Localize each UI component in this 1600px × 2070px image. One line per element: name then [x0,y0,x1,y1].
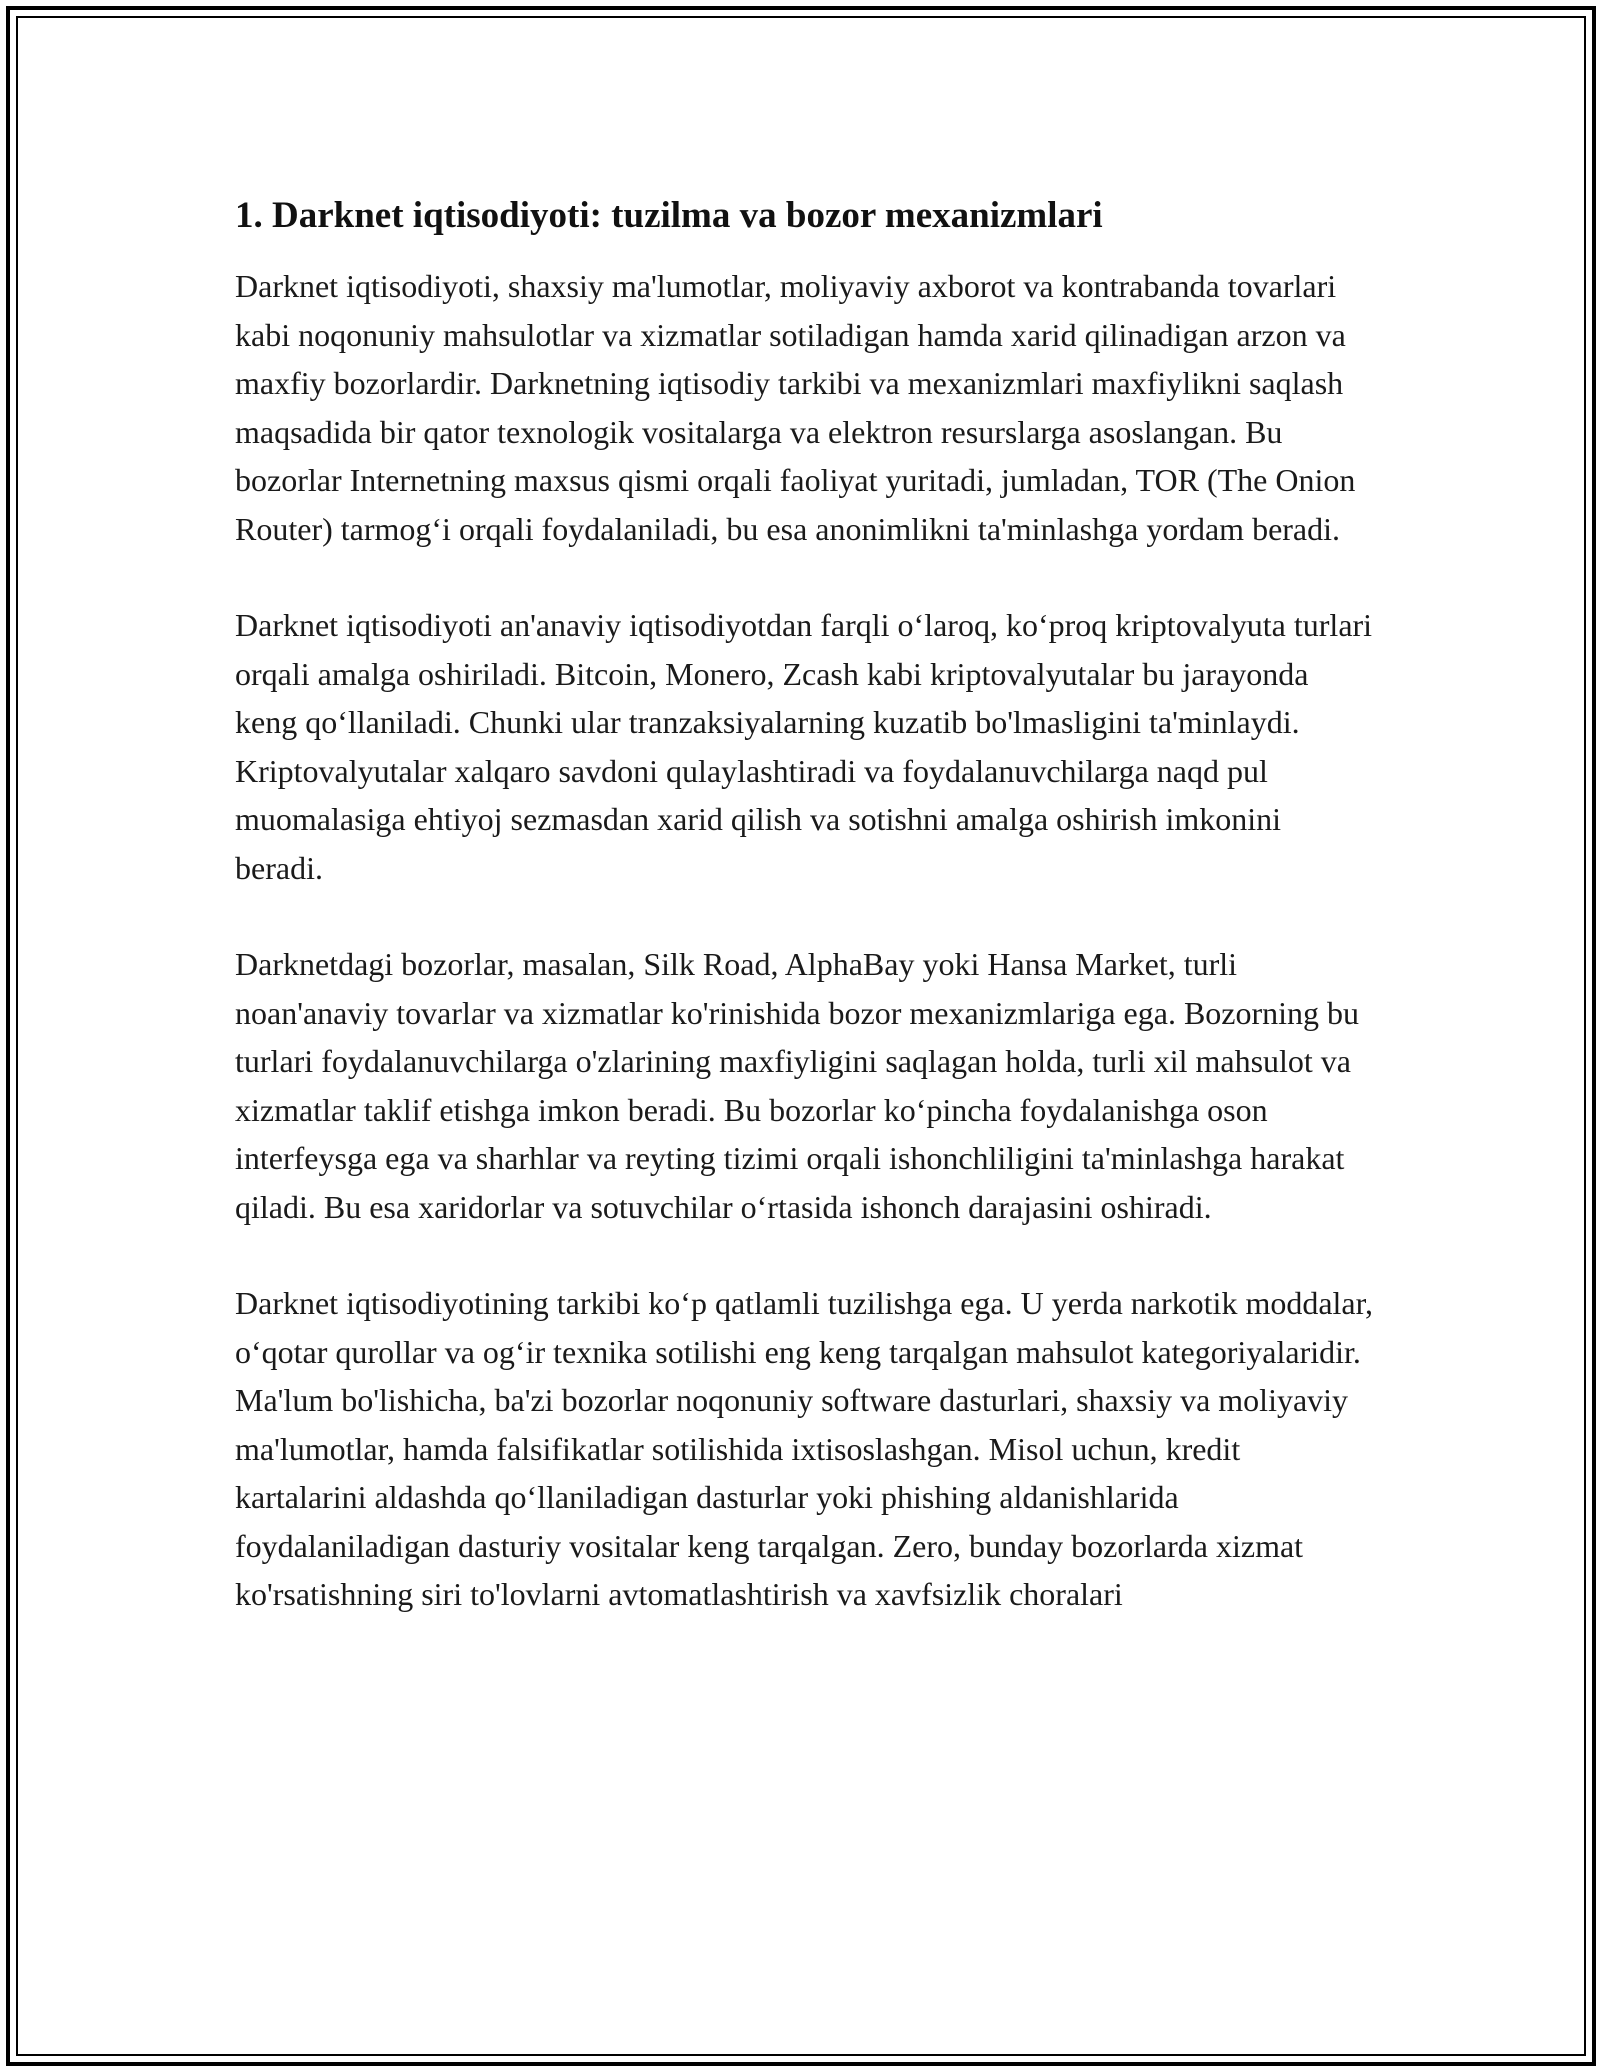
paragraph-3: Darknetdagi bozorlar, masalan, Silk Road, AlphaBay yoki Hansa Market, turli noan'anaviy tovarlar va xizmatlar ko'rinishida bozor mexanizmlariga ega. Bozorning bu turlari foydalanuvchilarga o'zlarining maxfiyligini saqlagan holda, turli xil mahsulot va xizmatlar taklif etishga imkon beradi. Bu bozorlar ko‘pincha foydalanishga oson interfeysga ega va sharhlar va reyting tizimi orqali ishonchliligini ta'minlashga harakat qiladi. Bu esa xaridorlar va sotuvchilar o‘rtasida ishonch darajasini oshiradi. [235,946,1360,1225]
document-body [235,190,1375,1619]
paragraph-2: Darknet iqtisodiyoti an'anaviy iqtisodiyotdan farqli o‘laroq, ko‘proq kriptovalyuta turlari orqali amalga oshiriladi. Bitcoin, Monero, Zcash kabi kriptovalyutalar bu jarayonda keng qo‘llaniladi. Chunki ular tranzaksiyalarning kuzatib bo'lmasligini ta'minlaydi. Kriptovalyutalar xalqaro savdoni qulaylashtiradi va foydalanuvchilarga naqd pul muomalasiga ehtiyoj sezmasdan xarid qilish va sotishni amalga oshirish imkonini beradi. [235,607,1373,886]
section-heading: 1. Darknet iqtisodiyoti: tuzilma va bozor mexanizmlari [235,195,1103,236]
paragraph-1: Darknet iqtisodiyoti, shaxsiy ma'lumotlar, moliyaviy axborot va kontrabanda tovarlari kabi noqonuniy mahsulotlar va xizmatlar sotiladigan hamda xarid qilinadigan arzon va maxfiy bozorlardir. Darknetning iqtisodiy tarkibi va mexanizmlari maxfiylikni saqlash maqsadida bir qator texnologik vositalarga va elektron resurslarga asoslangan. Bu bozorlar Internetning maxsus qismi orqali faoliyat yuritadi, jumladan, TOR (The Onion Router) tarmog‘i orqali foydalaniladi, bu esa anonimlikni ta'minlashga yordam beradi. [235,268,1356,547]
paragraph-4: Darknet iqtisodiyotining tarkibi ko‘p qatlamli tuzilishga ega. U yerda narkotik moddalar, o‘qotar qurollar va og‘ir texnika sotilishi eng keng tarqalgan mahsulot kategoriyalaridir. Ma'lum bo'lishicha, ba'zi bozorlar noqonuniy software dasturlari, shaxsiy va moliyaviy ma'lumotlar, hamda falsifikatlar sotilishida ixtisoslashgan. Misol uchun, kredit kartalarini aldashda qo‘llaniladigan dasturlar yoki phishing aldanishlarida foydalaniladigan dasturiy vositalar keng tarqalgan. Zero, bunday bozorlarda xizmat ko'rsatishning siri to'lovlarni avtomatlashtirish va xavfsizlik choralari [235,1285,1373,1612]
